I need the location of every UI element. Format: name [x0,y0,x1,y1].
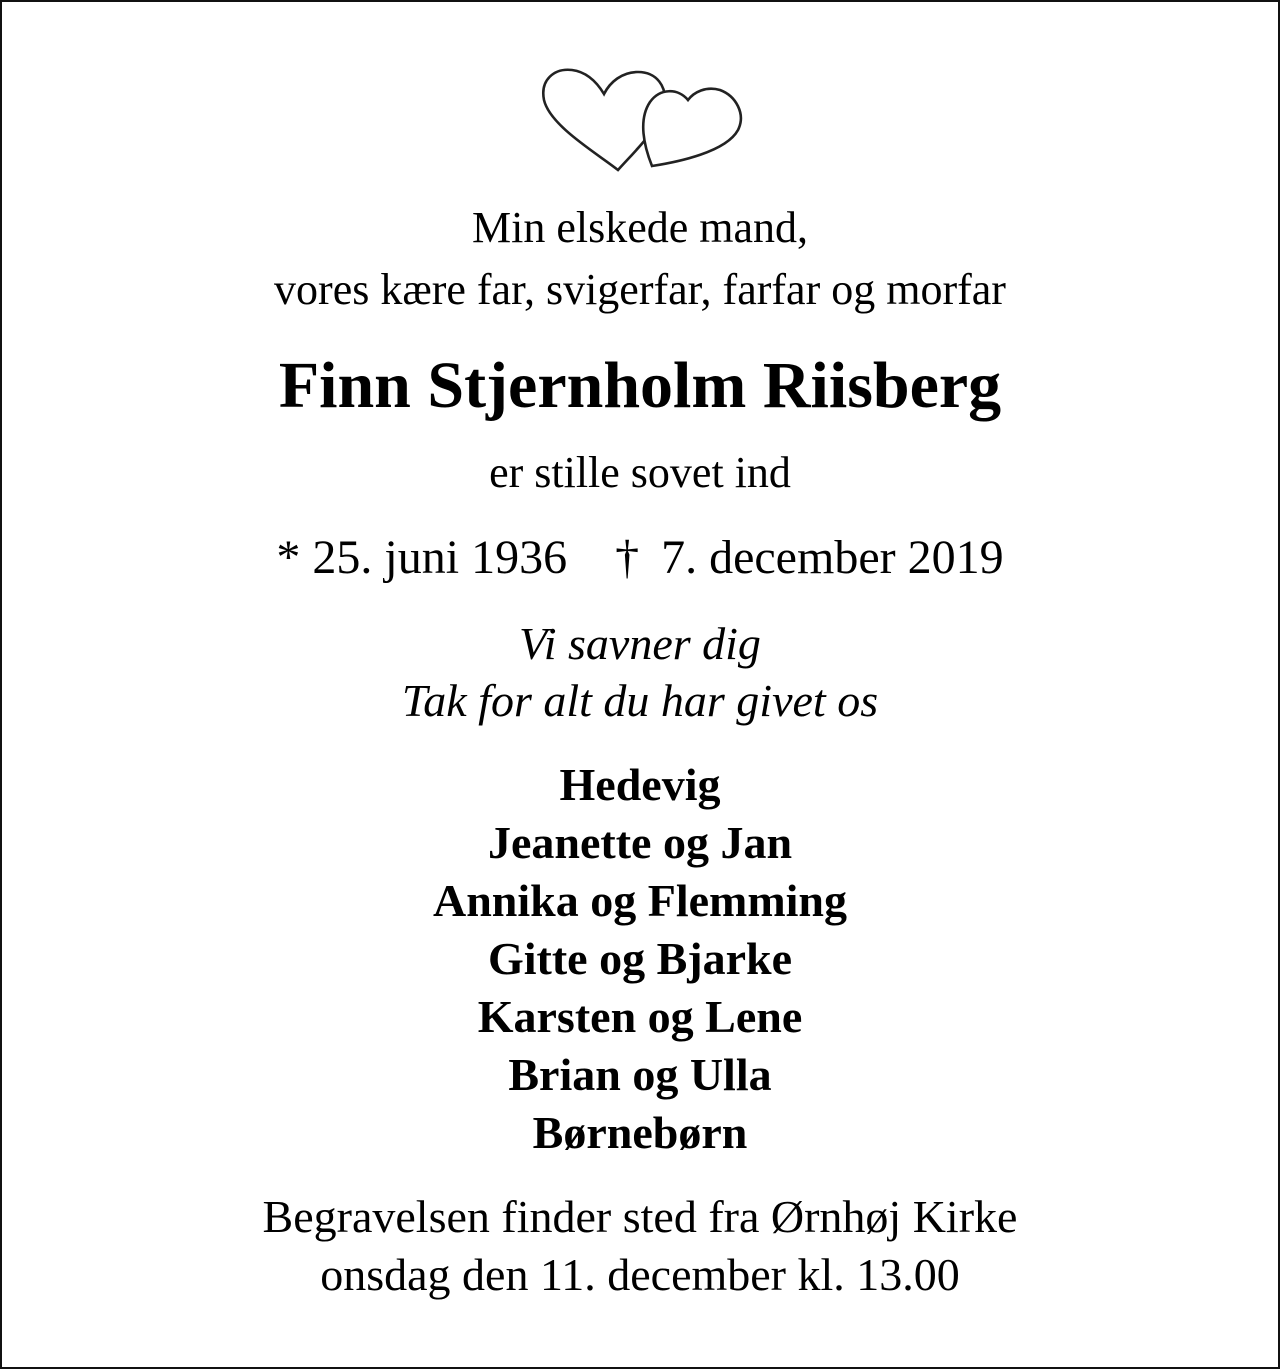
life-dates [2,531,1278,584]
mourner-name: Jeanette og Jan [487,817,793,868]
mourner-name: Brian og Ulla [508,1049,772,1100]
two-hearts-icon [540,66,746,174]
death-date: 7. december 2019 [661,531,1004,584]
mourner-name: Børnebørn [532,1107,748,1158]
intro-line-2: vores kære far, svigerfar, farfar og morfar [274,265,1006,314]
death-symbol: † [615,531,640,584]
funeral-info-line-1: Begravelsen finder sted fra Ørnhøj Kirke [262,1191,1018,1242]
intro-line-1: Min elskede mand, [471,203,809,252]
verse-line-2: Tak for alt du har givet os [401,675,879,726]
status-text: er stille sovet ind [489,448,791,497]
mourner-name: Hedevig [559,759,721,810]
verse-line-1: Vi savner dig [519,618,761,669]
mourner-name: Gitte og Bjarke [487,933,793,984]
mourner-name: Annika og Flemming [432,875,848,926]
mourner-name: Karsten og Lene [477,991,803,1042]
mourners-list [2,759,1278,1168]
funeral-info-line-2: onsdag den 11. december kl. 13.00 [320,1249,960,1300]
birth-date: 25. juni 1936 [312,531,568,584]
deceased-name: Finn Stjernholm Riisberg [278,349,1002,422]
birth-symbol: * [276,531,301,584]
